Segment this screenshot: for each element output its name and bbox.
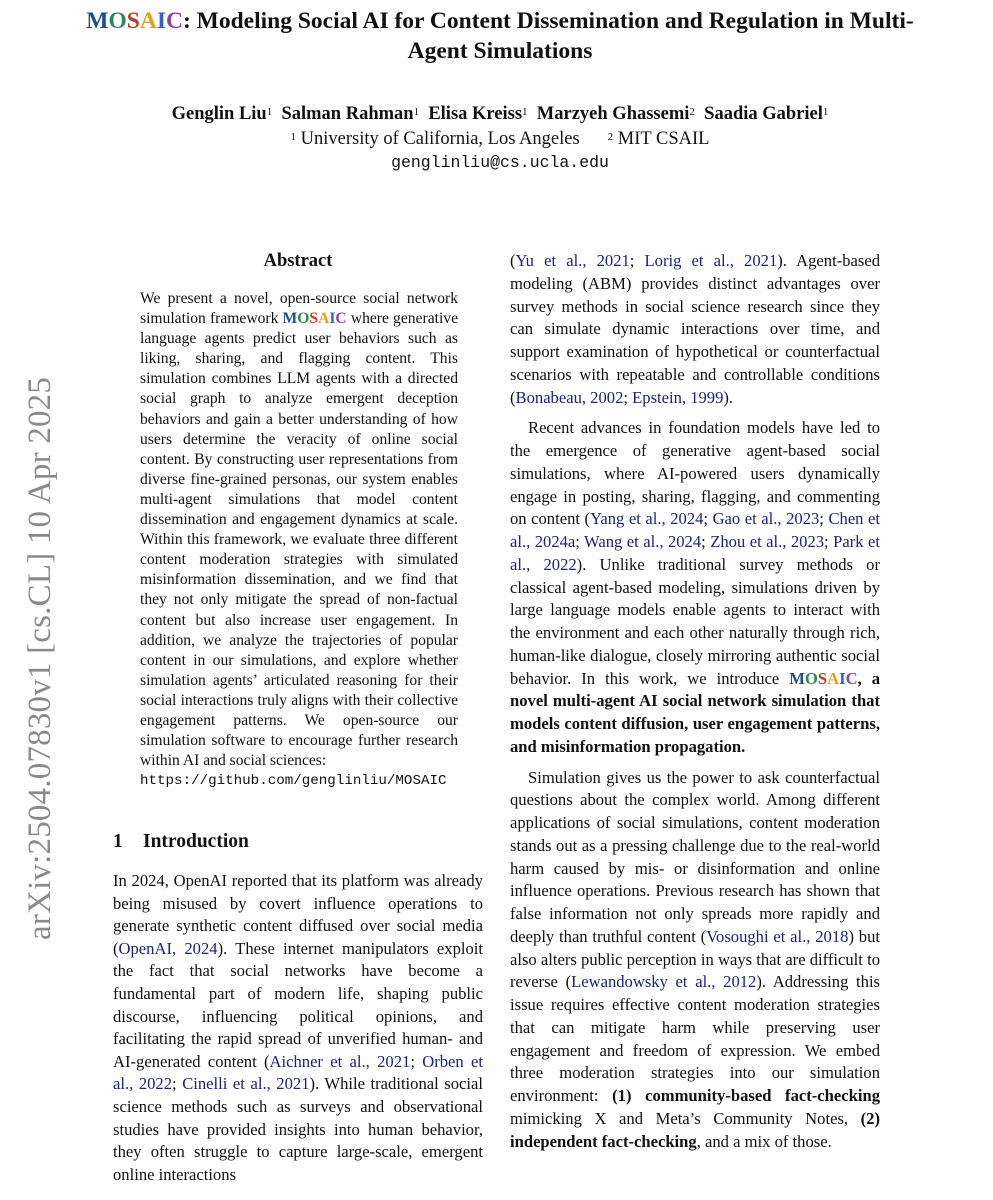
- affiliation: University of California, Los Angeles: [300, 129, 580, 149]
- paper-title: [60, 6, 940, 66]
- paragraph: Simulation gives us the power to ask counterfactual questions about the complex world. Among different applications of social simulations, content moderation stands out as a pressing challenge due to the real-world harm caused by mis- or disinformation and online influence operations. Previous research has shown that false information not only spreads more rapidly and deeply than truthful content (Vosoughi et al., 2018) but also alters public perception in ways that are difficult to reverse (Lewandowsky et al., 2012). Addressing this issue requires effective content moderation strategies that can mitigate harm while preserving user engagement and freedom of expression. We embed three moderation strategies into our simulation environment: (1) community-based fact-checking mimicking X and Meta’s Community Notes, (2) independent fact-checking, and a mix of those.: [510, 767, 881, 1151]
- paragraph: (Yu et al., 2021; Lorig et al., 2021). Agent-based modeling (ABM) provides distinct advantages over survey methods in social science research since they can simulate dynamic interactions over time, and support examination of hypothetical or counterfactual scenarios with repeatable and controllable conditions (Bonabeau, 2002; Epstein, 1999).: [510, 251, 880, 407]
- section-heading-introduction: 1 Introduction: [113, 831, 249, 852]
- citation-link[interactable]: Bonabeau, 2002: [515, 387, 624, 407]
- author-list: [60, 102, 940, 126]
- mosaic-brand: MOSAIC: [282, 310, 347, 328]
- arxiv-stamp: [15, 300, 65, 940]
- mosaic-brand: MOSAIC: [789, 668, 858, 688]
- intro-right-column: [510, 250, 880, 1153]
- affiliation: MIT CSAIL: [617, 129, 710, 149]
- arxiv-stamp-text: arXiv:2504.07830v1 [cs.CL] 10 Apr 2025: [22, 376, 58, 940]
- paragraph: Recent advances in foundation models have led to the emergence of generative agent-based social simulations, where AI-powered users dynamically engage in posting, sharing, flagging, and commenting on content (Yang et al., 2024; Gao et al., 2023; Chen et al., 2024a; Wang et al., 2024; Zhou et al., 2023; Park et al., 2022). Unlike traditional survey methods or classical agent-based modeling, simulations driven by large language models enable agents to interact with the environment and each other naturally through rich, human-like dialogue, closely mirroring authentic social behavior. In this work, we introduce MOSAIC, a novel multi-agent AI social network simulation that models content diffusion, user engagement patterns, and misinformation propagation.: [510, 418, 881, 756]
- abstract-body: We present a novel, open-source social network simulation framework MOSAIC where generative language agents predict user behaviors such as liking, sharing, and flagging content. This simulation combines LLM agents with a directed social graph to analyze emergent deception behaviors and gain a better understanding of how users determine the veracity of online social content. By constructing user representations from diverse fine-grained personas, our system enables multi-agent simulations that model content dissemination and engagement dynamics at scale. Within this framework, we evaluate three different content moderation strategies with simulated misinformation dissemination, and we find that they not only mitigate the spread of non-factual content but also increase user engagement. In addition, we analyze the trajectories of popular content in our simulations, and explore whether simulation agents’ articulated reasoning for their social interactions truly aligns with their collective engagement patterns. We open-source our simulation software to encourage further research within AI and social sciences: https://github.com/genglinliu/MOSAIC: [140, 289, 458, 791]
- strategy-1: (1) community-based fact-checking: [612, 1086, 880, 1105]
- intro-left-column: [113, 870, 483, 1186]
- citation-link[interactable]: Epstein, 1999: [632, 387, 724, 407]
- citation-link[interactable]: Cinelli et al., 2021: [182, 1074, 310, 1094]
- contribution-statement: , a novel multi-agent AI social network simulation that models content diffusion, user engagement patterns, and misinformation propagation.: [510, 668, 880, 756]
- citation-link[interactable]: Zhou et al., 2023: [710, 532, 825, 551]
- strategy-2: (2) independent fact-checking: [510, 1108, 880, 1151]
- citation-link[interactable]: Vosoughi et al., 2018: [706, 926, 849, 946]
- mosaic-brand: MOSAIC: [86, 8, 183, 34]
- citation-link[interactable]: Lewandowsky et al., 2012: [571, 972, 757, 992]
- citation-link[interactable]: Gao et al., 2023: [712, 509, 820, 529]
- citation-link[interactable]: Orben et al., 2022: [113, 1051, 484, 1094]
- citation-link[interactable]: Lorig et al., 2021: [644, 251, 778, 270]
- author: Saadia Gabriel$^1$: [704, 104, 829, 124]
- abstract-heading: Abstract: [263, 251, 333, 271]
- github-link[interactable]: https://github.com/genglinliu/MOSAIC: [140, 773, 447, 790]
- title-text: : Modeling Social AI for Content Dissemination and Regulation in Multi-Agent Simulations: [182, 8, 914, 64]
- citation-link[interactable]: Wang et al., 2024: [584, 532, 702, 551]
- affiliations: $^1$ University of California, Los Angeles $^2$ MIT CSAIL: [290, 129, 710, 149]
- author: Genglin Liu$^1$: [171, 104, 273, 124]
- citation-link[interactable]: Yu et al., 2021: [515, 251, 630, 270]
- author-email[interactable]: genglinliu@cs.ucla.edu: [391, 153, 609, 172]
- author: Marzyeh Ghassemi$^2$: [536, 104, 695, 124]
- author: Elisa Kreiss$^1$: [428, 104, 528, 124]
- citation-link[interactable]: OpenAI, 2024: [118, 938, 218, 958]
- citation-link[interactable]: Chen et al., 2024a: [510, 509, 880, 551]
- paragraph: In 2024, OpenAI reported that its platform was already being misused by covert influence operations to generate synthetic content diffused over social media (OpenAI, 2024). These internet manipulators exploit the fact that social networks have become a fundamental part of modern life, shaping public discourse, influencing political opinions, and facilitating the rapid spread of unverified human- and AI-generated content (Aichner et al., 2021; Orben et al., 2022; Cinelli et al., 2021). While traditional social science methods such as surveys and observational studies have provided insights into human behavior, they often struggle to capture large-scale, emergent online interactions: [113, 871, 484, 1184]
- citation-link[interactable]: Yang et al., 2024: [590, 509, 704, 529]
- citation-link[interactable]: Aichner et al., 2021: [269, 1051, 411, 1071]
- citation-link[interactable]: Park et al., 2022: [510, 532, 880, 574]
- author: Salman Rahman$^1$: [281, 104, 420, 124]
